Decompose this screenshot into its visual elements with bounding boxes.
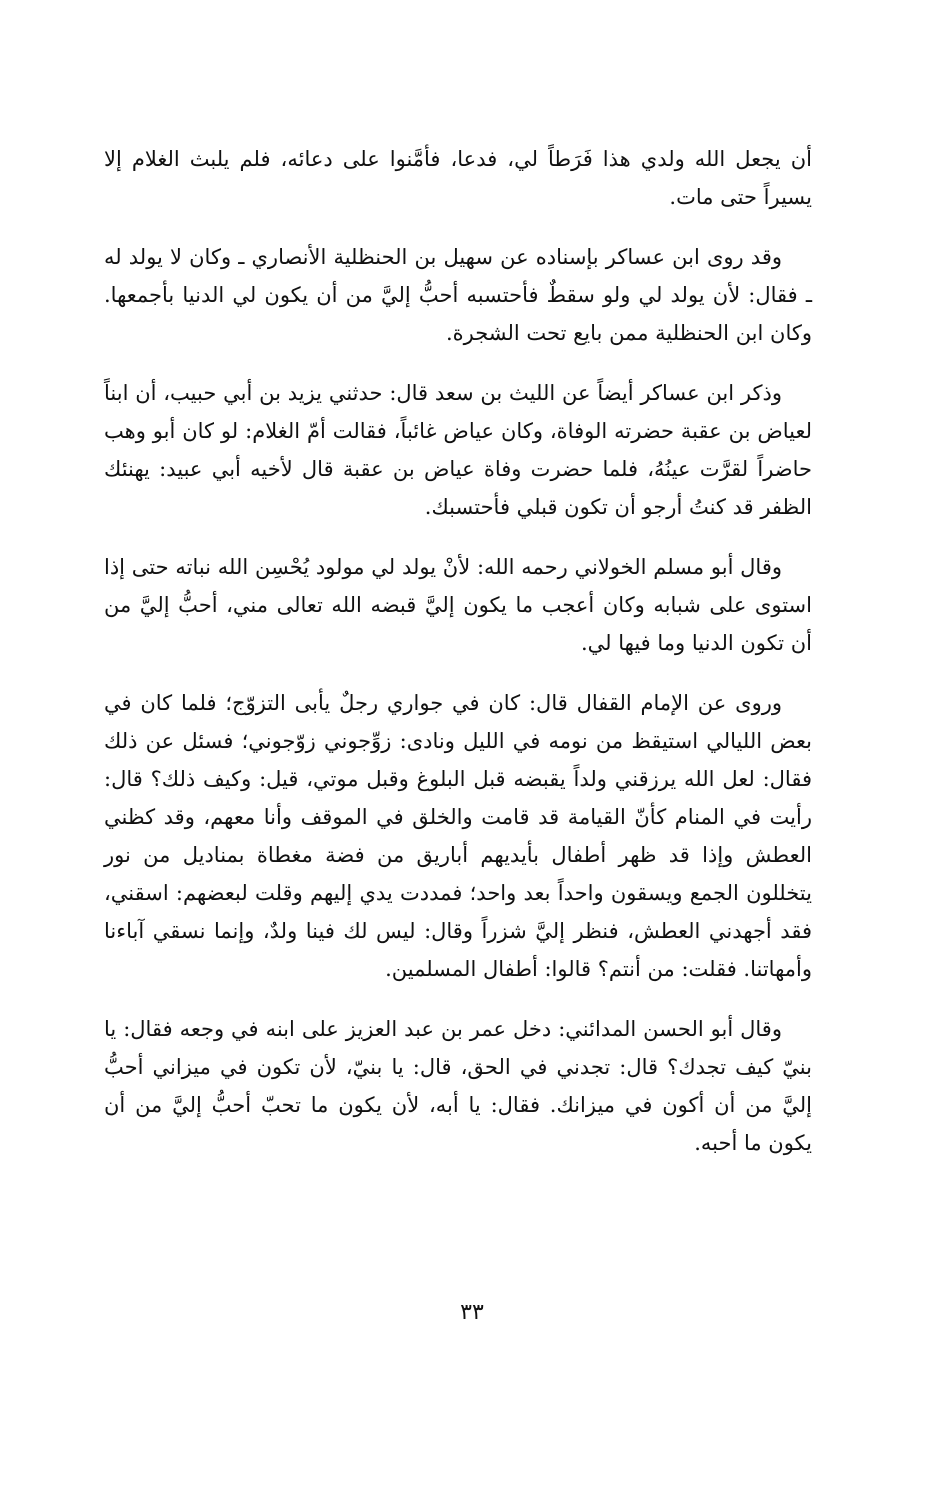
paragraph-ibn-asakir-sahl: وقد روى ابن عساكر بإسناده عن سهيل بن الحنظلية الأنصاري ـ وكان لا يولد له ـ فقال: لأن يولد لي ولو سقطٌ فأحتسبه أحبُّ إليَّ من أن يكون لي الدنيا بأجمعها. وكان ابن الحنظلية ممن بايع تحت الشجرة. [104,245,812,345]
paragraph-abu-muslim: وقال أبو مسلم الخولاني رحمه الله: لأنْ يولد لي مولود يُحْسِن الله نباته حتى إذا استوى على شبابه وكان أعجب ما يكون إليَّ قبضه الله تعالى مني، أحبُّ إليَّ من أن تكون الدنيا وما فيها لي. [104,555,812,655]
paragraph-ibn-asakir-layth: وذكر ابن عساكر أيضاً عن الليث بن سعد قال: حدثني يزيد بن أبي حبيب، أن ابناً لعياض بن عقبة حضرته الوفاة، وكان عياض غائباً، فقالت أمّ الغلام: لو كان أبو وهب حاضراً لقرَّت عينُهُ، فلما حضرت وفاة عياض بن عقبة قال لأخيه أبي عبيد: يهنئك الظفر قد كنتُ أرجو أن تكون قبلي فأحتسبك. [104,381,812,519]
page-number: ٣٣ [460,1300,484,1325]
page-body [104,140,812,1184]
paragraph-madaini: وقال أبو الحسن المدائني: دخل عمر بن عبد العزيز على ابنه في وجعه فقال: يا بنيّ كيف تجدك؟ قال: تجدني في الحق، قال: يا بنيّ، لأن تكون في ميزاني أحبُّ إليَّ من أن أكون في ميزانك. فقال: يا أبه، لأن يكون ما تحبّ أحبُّ إليَّ من أن يكون ما أحبه. [104,1017,812,1155]
paragraph-qaffal: وروى عن الإمام القفال قال: كان في جواري رجلٌ يأبى التزوّج؛ فلما كان في بعض الليالي استيقظ من نومه في الليل ونادى: زوِّجوني زوّجوني؛ فسئل عن ذلك فقال: لعل الله يرزقني ولداً يقبضه قبل البلوغ وقبل موتي، قيل: وكيف ذلك؟ قال: رأيت في المنام كأنّ القيامة قد قامت والخلق في الموقف وأنا معهم، وقد كظني العطش وإذا قد ظهر أطفال بأيديهم أباريق من فضة مغطاة بمناديل من نور يتخللون الجمع ويسقون واحداً بعد واحد؛ فمددت يدي إليهم وقلت لبعضهم: اسقني، فقد أجهدني العطش، فنظر إليَّ شزراً وقال: ليس لك فينا ولدٌ، وإنما نسقي آباءنا وأمهاتنا. فقلت: من أنتم؟ قالوا: أطفال المسلمين. [104,691,812,981]
paragraph-continuation: أن يجعل الله ولدي هذا فَرَطاً لي، فدعا، فأمَّنوا على دعائه، فلم يلبث الغلام إلا يسيراً حتى مات. [104,147,812,209]
